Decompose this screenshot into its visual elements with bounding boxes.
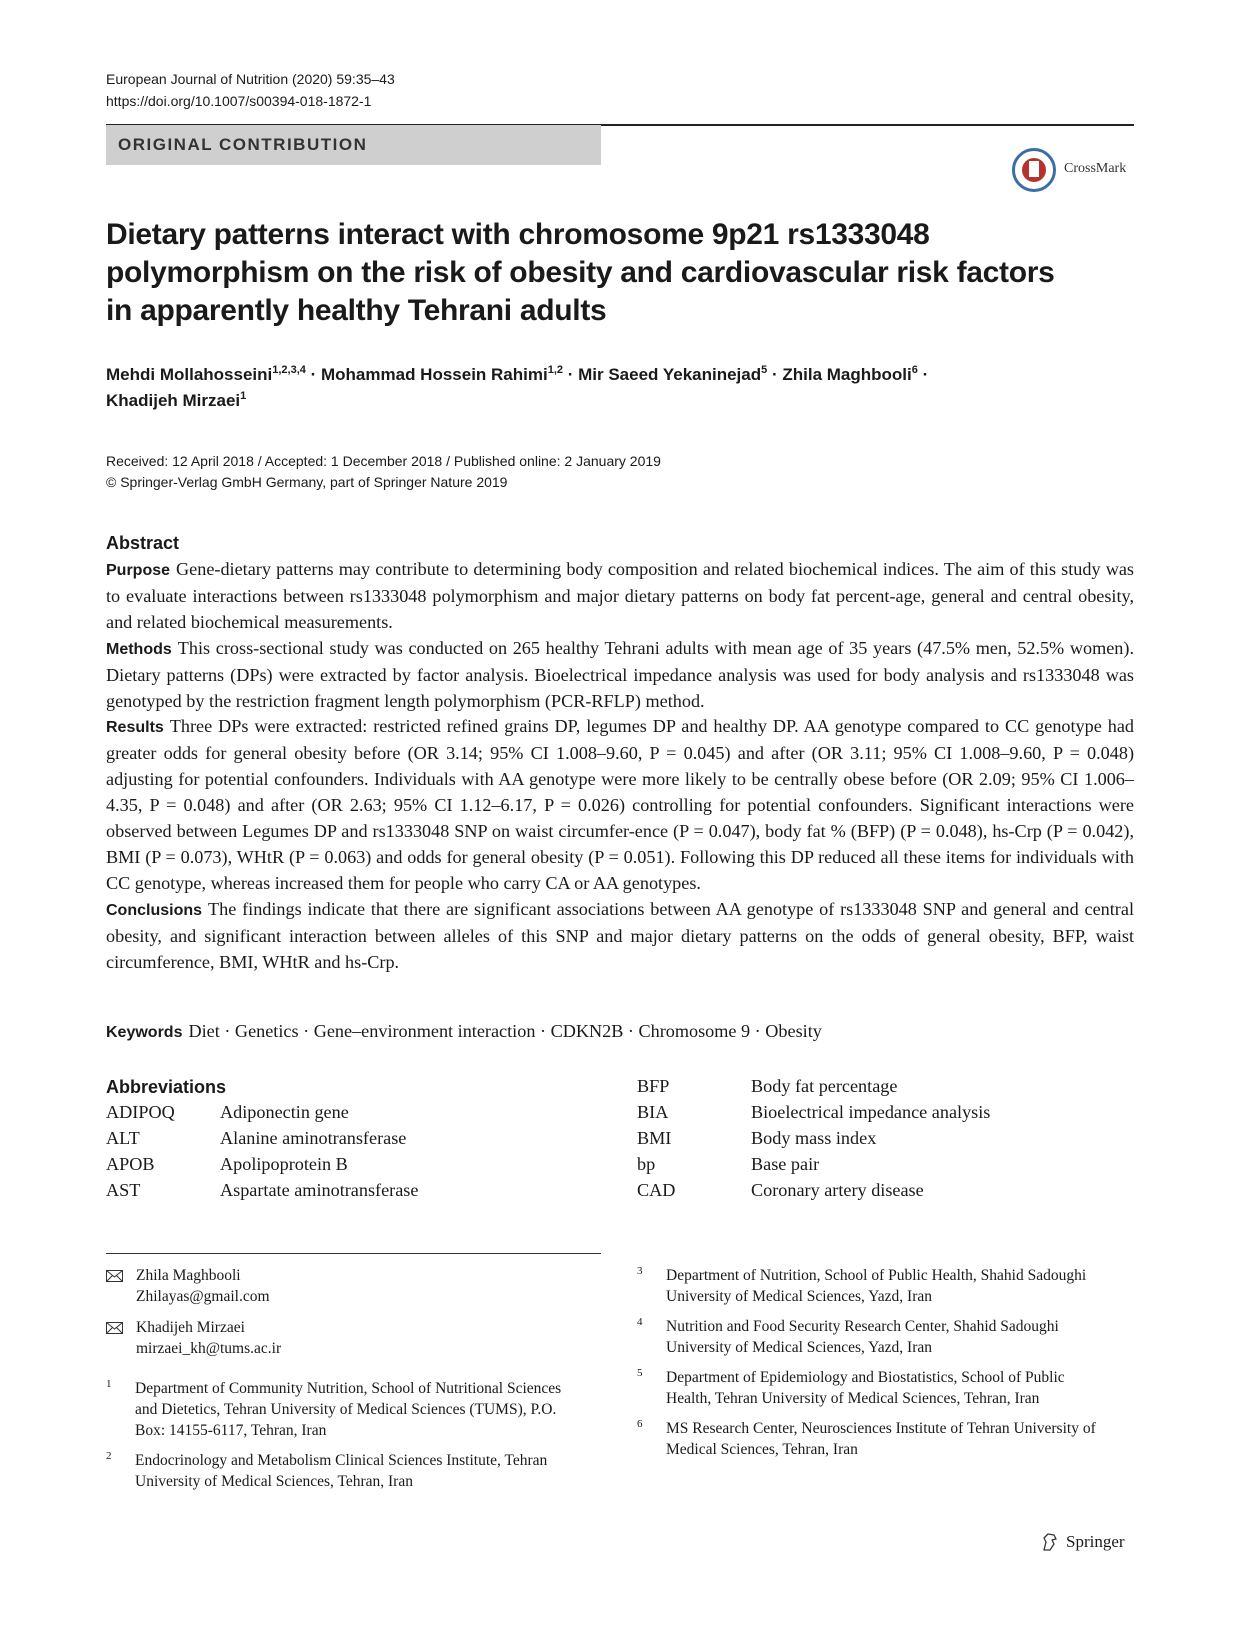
affiliations-left (106, 1378, 576, 1501)
affiliation-number: 6 (637, 1418, 643, 1430)
contact-name: Zhila Maghbooli (136, 1267, 241, 1284)
abbr-code: CAD (637, 1180, 676, 1200)
title-line: polymorphism on the risk of obesity and cardiovascular risk factors (106, 256, 1055, 289)
abbreviations-heading: Abbreviations (106, 1077, 227, 1097)
abbreviations-left (106, 1099, 576, 1203)
abbr-code: BFP (637, 1076, 670, 1096)
affiliation-number: 4 (637, 1316, 643, 1328)
abbr-definition: Body mass index (751, 1128, 877, 1148)
author-affiliation: 6 (911, 364, 918, 376)
abbreviation-row (637, 1125, 1107, 1151)
abstract-heading: Abstract (106, 533, 180, 553)
contact-name: Khadijeh Mirzaei (136, 1319, 245, 1336)
abbreviation-row (106, 1151, 576, 1177)
abbr-definition: Apolipoprotein B (220, 1154, 348, 1174)
publication-dates (106, 451, 661, 493)
abbr-code: APOB (106, 1154, 155, 1174)
abstract-purpose (106, 557, 1134, 636)
abbreviation-row (637, 1073, 1107, 1099)
contact-entry (106, 1265, 576, 1307)
title-line: Dietary patterns interact with chromosome 9p21 rs1333048 (106, 218, 930, 251)
author-affiliation: 1,2,3,4 (272, 364, 306, 376)
crossmark-label: CrossMark (1064, 161, 1127, 176)
purpose-text: Gene-dietary patterns may contribute to determining body composition and related biochemical indices. The aim of this study was to evaluate interactions between rs1333048 polymorphism and major dietary patterns on body fat percent-age, general and central obesity, and related biochemical measurements. (106, 559, 1134, 632)
journal-name: European Journal of Nutrition (2020) 59:35–43 (106, 71, 395, 87)
corresponding-authors (106, 1265, 576, 1369)
abbr-definition: Alanine aminotransferase (220, 1128, 407, 1148)
author-name[interactable]: Mir Saeed Yekaninejad (578, 365, 762, 384)
contact-email[interactable]: mirzaei_kh@tums.ac.ir (136, 1340, 282, 1357)
affiliation (106, 1450, 576, 1492)
affiliation-number: 5 (637, 1367, 643, 1379)
affiliation (637, 1367, 1107, 1409)
author-name[interactable]: Zhila Maghbooli (782, 365, 912, 384)
doi-link[interactable]: https://doi.org/10.1007/s00394-018-1872-1 (106, 93, 372, 109)
author-name[interactable]: Khadijeh Mirzaei (106, 391, 241, 410)
author-name[interactable]: Mehdi Mollahosseini (106, 365, 273, 384)
author-separator: · (767, 365, 783, 384)
abbr-code: ADIPOQ (106, 1102, 175, 1122)
publisher-name: Springer (1066, 1532, 1125, 1551)
abbr-code: ALT (106, 1128, 140, 1148)
author-affiliation: 1,2 (547, 364, 564, 376)
keywords-text: Diet · Genetics · Gene–environment interaction · CDKN2B · Chromosome 9 · Obesity (188, 1021, 822, 1041)
history-dates: Received: 12 April 2018 / Accepted: 1 December 2018 / Published online: 2 January 2019 (106, 453, 661, 469)
abbr-definition: Bioelectrical impedance analysis (751, 1102, 991, 1122)
author-list (106, 362, 1116, 414)
author-separator: · (917, 365, 929, 384)
author-separator: · (305, 365, 321, 384)
abstract-conclusions (106, 897, 1134, 976)
affiliation-number: 2 (106, 1450, 112, 1462)
abbr-code: bp (637, 1154, 656, 1174)
keywords-label: Keywords (106, 1024, 183, 1041)
abbreviation-row (637, 1177, 1107, 1203)
author-affiliation: 5 (761, 364, 768, 376)
section-banner (106, 125, 601, 165)
abbreviation-row (637, 1151, 1107, 1177)
affiliation-number: 1 (106, 1378, 112, 1390)
footnote-rule (106, 1253, 601, 1254)
author-name[interactable]: Mohammad Hossein Rahimi (321, 365, 548, 384)
affiliation (637, 1418, 1107, 1460)
affiliation-text: Department of Epidemiology and Biostatistics, School of Public Health, Tehran University of Medical Sciences, Tehran, Iran (666, 1369, 1065, 1407)
affiliation (637, 1316, 1107, 1358)
springer-logo (1040, 1530, 1140, 1556)
purpose-label: Purpose (106, 562, 171, 579)
affiliation-text: MS Research Center, Neurosciences Institute of Tehran University of Medical Sciences, Tehran, Iran (666, 1420, 1096, 1458)
methods-label: Methods (106, 640, 172, 658)
article-title (106, 216, 1066, 330)
affiliation-number: 3 (637, 1265, 643, 1277)
abbreviations-right (637, 1073, 1107, 1203)
author-separator: · (563, 365, 579, 384)
abstract-body (106, 557, 1134, 976)
conclusions-text: The findings indicate that there are significant associations between AA genotype of rs1333048 SNP and general and central obesity, and significant interaction between alleles of this SNP and major dietary patterns on the odds of general obesity, BFP, waist circumference, BMI, WHtR and hs-Crp. (106, 898, 1134, 972)
affiliation-text: Department of Community Nutrition, School of Nutritional Sciences and Dietetics, Tehran University of Medical Sciences (TUMS), P.O. Box: 14155-6117, Tehran, Iran (135, 1380, 562, 1439)
abbr-code: AST (106, 1180, 141, 1200)
section-label: ORIGINAL CONTRIBUTION (118, 135, 368, 154)
abstract-methods (106, 636, 1134, 715)
affiliation-text: Department of Nutrition, School of Public Health, Shahid Sadoughi University of Medical Sciences, Yazd, Iran (666, 1267, 1087, 1305)
copyright: © Springer-Verlag GmbH Germany, part of Springer Nature 2019 (106, 474, 508, 490)
contact-email[interactable]: Zhilayas@gmail.com (136, 1288, 270, 1305)
affiliation (637, 1265, 1107, 1307)
envelope-icon (106, 1270, 123, 1282)
journal-citation (106, 68, 395, 112)
abbr-definition: Coronary artery disease (751, 1180, 924, 1200)
abbr-definition: Aspartate aminotransferase (220, 1180, 419, 1200)
conclusions-label: Conclusions (106, 901, 203, 919)
affiliation-text: Endocrinology and Metabolism Clinical Sciences Institute, Tehran University of Medical Sciences, Tehran, Iran (135, 1452, 548, 1490)
title-line: in apparently healthy Tehrani adults (106, 294, 607, 327)
crossmark-badge[interactable] (1012, 146, 1142, 196)
affiliation-text: Nutrition and Food Security Research Center, Shahid Sadoughi University of Medical Sciences, Yazd, Iran (666, 1318, 1059, 1356)
contact-entry (106, 1317, 576, 1359)
methods-text: This cross-sectional study was conducted on 265 healthy Tehrani adults with mean age of 35 years (47.5% men, 52.5% women). Dietary patterns (DPs) were extracted by factor analysis. Bioelectrical impedance analysis was used for body analysis and rs1333048 was genotyped by the restriction fragment length polymorphism (PCR-RFLP) method. (106, 637, 1134, 711)
abstract-results (106, 714, 1134, 896)
abbr-definition: Base pair (751, 1154, 820, 1174)
affiliation (106, 1378, 576, 1441)
author-affiliation: 1 (240, 390, 247, 402)
affiliations-right (637, 1265, 1107, 1469)
abbreviation-row (106, 1177, 576, 1203)
springer-horse-icon (1040, 1532, 1060, 1552)
abbreviation-row (106, 1099, 576, 1125)
abbr-code: BMI (637, 1128, 672, 1148)
abbreviation-row (637, 1099, 1107, 1125)
envelope-icon (106, 1322, 123, 1334)
results-text: Three DPs were extracted: restricted refined grains DP, legumes DP and healthy DP. AA genotype compared to CC genotype had greater odds for general obesity before (OR 3.14; 95% CI 1.008–9.60, P = 0.045) and after (OR 3.11; 95% CI 1.008–9.60, P = 0.048) adjusting for potential confounders. Individuals with AA genotype were more likely to be centrally obese before (OR 2.09; 95% CI 1.006–4.35, P = 0.048) and after (OR 2.63; 95% CI 1.12–6.17, P = 0.026) controlling for potential confounders. Significant interactions were observed between Legumes DP and rs1333048 SNP on waist circumfer-ence (P = 0.047), body fat % (BFP) (P = 0.048), hs-Crp (P = 0.042), BMI (P = 0.073), WHtR (P = 0.063) and odds for general obesity (P = 0.051). Following this DP reduced all these items for individuals with CC genotype, whereas increased them for people who carry CA or AA genotypes. (106, 716, 1134, 893)
crossmark-icon (1012, 148, 1056, 192)
keywords (106, 1021, 822, 1042)
results-label: Results (106, 719, 164, 737)
abbr-definition: Body fat percentage (751, 1076, 898, 1096)
abbr-definition: Adiponectin gene (220, 1102, 349, 1122)
abbreviation-row (106, 1125, 576, 1151)
abbr-code: BIA (637, 1102, 669, 1122)
